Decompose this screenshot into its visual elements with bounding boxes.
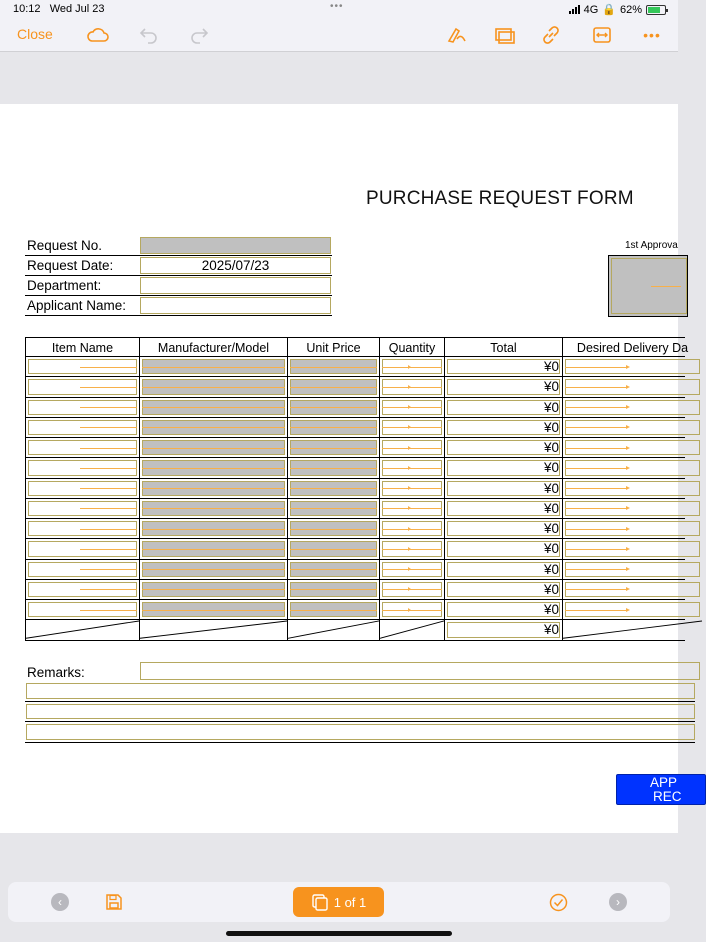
items-table bbox=[25, 337, 689, 641]
row-guide-line bbox=[142, 589, 285, 590]
row-guide-line bbox=[290, 367, 377, 368]
delivery-date-cell bbox=[562, 600, 702, 619]
remarks-field-3[interactable] bbox=[26, 704, 695, 720]
row-guide-line bbox=[80, 610, 137, 611]
total-cell bbox=[444, 357, 562, 376]
item-name-cell bbox=[25, 499, 139, 518]
approval-request-label-1: APP bbox=[650, 775, 678, 790]
header-unit-price: Unit Price bbox=[287, 338, 379, 356]
row-guide-line bbox=[80, 529, 137, 530]
request-date-row bbox=[25, 256, 332, 276]
model-cell bbox=[139, 377, 287, 396]
grand-total-row bbox=[25, 620, 685, 640]
delivery-date-cell bbox=[562, 377, 702, 396]
total-cell bbox=[444, 519, 562, 538]
diagonal-strike bbox=[288, 620, 379, 639]
link-icon[interactable] bbox=[540, 24, 562, 46]
delivery-date-cell bbox=[562, 458, 702, 477]
form-title: PURCHASE REQUEST FORM bbox=[366, 188, 634, 209]
row-guide-line bbox=[80, 508, 137, 509]
row-total-value: ¥0 bbox=[543, 581, 559, 597]
total-cell bbox=[444, 560, 562, 579]
row-guide-line bbox=[290, 387, 377, 388]
item-name-cell bbox=[25, 479, 139, 498]
table-row bbox=[25, 398, 685, 418]
toolbar bbox=[0, 18, 678, 52]
row-guide-line bbox=[80, 387, 137, 388]
total-cell bbox=[444, 580, 562, 599]
row-guide-line bbox=[290, 549, 377, 550]
row-guide-line bbox=[565, 407, 627, 408]
row-guide-line bbox=[142, 508, 285, 509]
item-name-cell bbox=[25, 560, 139, 579]
total-cell bbox=[444, 479, 562, 498]
row-guide-line bbox=[290, 569, 377, 570]
item-name-cell bbox=[25, 418, 139, 437]
row-guide-line bbox=[142, 427, 285, 428]
quantity-cell bbox=[379, 479, 444, 498]
quantity-cell bbox=[379, 377, 444, 396]
grand-total-value: ¥0 bbox=[543, 622, 559, 638]
row-guide-line bbox=[382, 367, 442, 368]
header-item-name: Item Name bbox=[25, 338, 139, 356]
table-row bbox=[25, 600, 685, 620]
item-name-cell bbox=[25, 600, 139, 619]
diagonal-strike bbox=[563, 620, 702, 639]
row-total-value: ¥0 bbox=[543, 561, 559, 577]
total-cell bbox=[444, 499, 562, 518]
row-total-value: ¥0 bbox=[543, 602, 559, 617]
row-guide-line bbox=[382, 468, 442, 469]
grand-total-cell bbox=[444, 620, 562, 639]
save-icon[interactable] bbox=[105, 893, 123, 916]
markup-pen-icon[interactable] bbox=[446, 24, 468, 46]
diagonal-strike bbox=[140, 620, 287, 639]
remarks-line-2 bbox=[25, 681, 695, 702]
unit-price-cell bbox=[287, 499, 379, 518]
fit-width-icon[interactable] bbox=[591, 24, 613, 46]
home-indicator bbox=[226, 931, 452, 936]
item-name-cell bbox=[25, 539, 139, 558]
remarks-label: Remarks: bbox=[27, 665, 85, 680]
model-cell bbox=[139, 479, 287, 498]
row-guide-line bbox=[382, 610, 442, 611]
row-guide-line bbox=[142, 488, 285, 489]
row-total-value: ¥0 bbox=[543, 440, 559, 455]
row-guide-line bbox=[142, 387, 285, 388]
row-total-value: ¥0 bbox=[543, 500, 559, 516]
quantity-cell bbox=[379, 357, 444, 376]
table-row bbox=[25, 479, 685, 499]
delivery-date-cell bbox=[562, 357, 702, 376]
total-cell bbox=[444, 398, 562, 417]
table-row bbox=[25, 377, 685, 397]
delivery-date-cell bbox=[562, 539, 702, 558]
item-name-cell bbox=[25, 458, 139, 477]
department-field[interactable] bbox=[140, 277, 331, 294]
item-name-cell bbox=[25, 377, 139, 396]
row-guide-line bbox=[565, 448, 627, 449]
unit-price-cell bbox=[287, 438, 379, 457]
multitask-dots[interactable]: ••• bbox=[330, 1, 344, 12]
row-guide-line bbox=[80, 488, 137, 489]
table-row bbox=[25, 519, 685, 539]
row-guide-line bbox=[565, 468, 627, 469]
row-guide-line bbox=[142, 468, 285, 469]
row-guide-line bbox=[142, 529, 285, 530]
quantity-cell bbox=[379, 519, 444, 538]
request-date-field[interactable]: 2025/07/23 bbox=[140, 257, 331, 274]
row-guide-line bbox=[290, 448, 377, 449]
total-cell bbox=[444, 438, 562, 457]
header-total: Total bbox=[444, 338, 562, 356]
row-guide-line bbox=[382, 427, 442, 428]
unit-price-cell bbox=[287, 357, 379, 376]
row-guide-line bbox=[382, 569, 442, 570]
row-guide-line bbox=[290, 508, 377, 509]
row-guide-line bbox=[142, 610, 285, 611]
pages-icon bbox=[311, 893, 329, 911]
unit-price-cell bbox=[287, 580, 379, 599]
approval-stamp-field[interactable] bbox=[608, 255, 688, 317]
status-right bbox=[569, 3, 666, 16]
undo-icon[interactable] bbox=[138, 24, 160, 46]
row-guide-line bbox=[565, 569, 627, 570]
item-name-cell bbox=[25, 580, 139, 599]
row-guide-line bbox=[565, 367, 627, 368]
model-cell bbox=[139, 600, 287, 619]
blank-cell bbox=[562, 620, 702, 639]
diagonal-strike bbox=[26, 620, 139, 639]
approval-request-button[interactable] bbox=[616, 774, 706, 805]
unit-price-cell bbox=[287, 479, 379, 498]
row-guide-line bbox=[142, 367, 285, 368]
remarks-line-3 bbox=[25, 702, 695, 723]
applicant-name-row bbox=[25, 296, 332, 316]
department-row bbox=[25, 276, 332, 296]
row-guide-line bbox=[290, 610, 377, 611]
row-guide-line bbox=[80, 589, 137, 590]
row-guide-line bbox=[382, 508, 442, 509]
row-guide-line bbox=[382, 589, 442, 590]
remarks-field-4[interactable] bbox=[26, 724, 695, 740]
unit-price-cell bbox=[287, 519, 379, 538]
unit-price-cell bbox=[287, 377, 379, 396]
table-row bbox=[25, 580, 685, 600]
item-name-cell bbox=[25, 357, 139, 376]
network-label: 4G bbox=[583, 3, 599, 16]
item-name-cell bbox=[25, 398, 139, 417]
row-total-value: ¥0 bbox=[543, 460, 559, 476]
request-no-row bbox=[25, 236, 332, 256]
battery-percent: 62% bbox=[619, 3, 642, 16]
unit-price-cell bbox=[287, 458, 379, 477]
quantity-cell bbox=[379, 458, 444, 477]
department-label: Department: bbox=[27, 278, 102, 293]
total-cell bbox=[444, 539, 562, 558]
status-bar bbox=[0, 0, 678, 18]
row-guide-line bbox=[80, 407, 137, 408]
redo-icon[interactable] bbox=[188, 24, 210, 46]
remarks-line-4 bbox=[25, 722, 695, 743]
row-total-value: ¥0 bbox=[543, 399, 559, 415]
request-no-field[interactable] bbox=[140, 237, 331, 254]
total-cell bbox=[444, 458, 562, 477]
table-row bbox=[25, 539, 685, 559]
model-cell bbox=[139, 398, 287, 417]
unit-price-cell bbox=[287, 418, 379, 437]
header-quantity: Quantity bbox=[379, 338, 444, 356]
row-guide-line bbox=[290, 468, 377, 469]
row-total-value: ¥0 bbox=[543, 480, 559, 496]
row-guide-line bbox=[80, 367, 137, 368]
bottom-bar bbox=[8, 882, 670, 922]
lock-icon: 🔒 bbox=[602, 4, 616, 16]
row-total-value: ¥0 bbox=[543, 359, 559, 374]
table-header-row bbox=[25, 337, 689, 357]
quantity-cell bbox=[379, 499, 444, 518]
remarks-field-2[interactable] bbox=[26, 683, 695, 699]
row-guide-line bbox=[142, 448, 285, 449]
next-page-icon[interactable]: › bbox=[609, 893, 627, 911]
quantity-cell bbox=[379, 398, 444, 417]
row-guide-line bbox=[80, 468, 137, 469]
row-guide-line bbox=[382, 488, 442, 489]
signal-icon bbox=[569, 5, 580, 14]
row-guide-line bbox=[142, 569, 285, 570]
row-guide-line bbox=[142, 549, 285, 550]
cloud-icon[interactable] bbox=[87, 24, 109, 46]
quantity-cell bbox=[379, 418, 444, 437]
table-row bbox=[25, 499, 685, 519]
delivery-date-cell bbox=[562, 398, 702, 417]
row-total-value: ¥0 bbox=[543, 521, 559, 536]
row-total-value: ¥0 bbox=[543, 419, 559, 435]
row-guide-line bbox=[290, 589, 377, 590]
delivery-date-cell bbox=[562, 580, 702, 599]
item-name-cell bbox=[25, 438, 139, 457]
row-guide-line bbox=[80, 569, 137, 570]
approval-label: 1st Approva bbox=[625, 240, 678, 251]
delivery-date-cell bbox=[562, 418, 702, 437]
row-guide-line bbox=[382, 529, 442, 530]
row-guide-line bbox=[142, 407, 285, 408]
row-guide-line bbox=[565, 508, 627, 509]
quantity-cell bbox=[379, 580, 444, 599]
row-guide-line bbox=[80, 549, 137, 550]
total-cell bbox=[444, 418, 562, 437]
applicant-name-label: Applicant Name: bbox=[27, 298, 127, 313]
page-margin bbox=[0, 52, 678, 104]
total-cell bbox=[444, 600, 562, 619]
row-guide-line bbox=[382, 549, 442, 550]
model-cell bbox=[139, 560, 287, 579]
row-guide-line bbox=[565, 610, 627, 611]
quantity-cell bbox=[379, 539, 444, 558]
delivery-date-cell bbox=[562, 479, 702, 498]
close-button[interactable]: Close bbox=[17, 26, 53, 42]
table-row bbox=[25, 438, 685, 458]
table-row bbox=[25, 560, 685, 580]
delivery-date-cell bbox=[562, 519, 702, 538]
more-icon[interactable]: ••• bbox=[643, 27, 661, 43]
model-cell bbox=[139, 539, 287, 558]
request-no-label: Request No. bbox=[27, 238, 103, 253]
battery-icon bbox=[646, 5, 666, 15]
quantity-cell bbox=[379, 600, 444, 619]
status-time: 10:12 Wed Jul 23 bbox=[13, 3, 105, 15]
row-total-value: ¥0 bbox=[543, 379, 559, 395]
extract-icon[interactable] bbox=[494, 24, 516, 46]
row-guide-line bbox=[565, 589, 627, 590]
unit-price-cell bbox=[287, 560, 379, 579]
row-guide-line bbox=[290, 529, 377, 530]
row-total-value: ¥0 bbox=[543, 541, 559, 557]
request-date-label: Request Date: bbox=[27, 258, 114, 273]
row-guide-line bbox=[382, 448, 442, 449]
page-indicator-label: 1 of 1 bbox=[333, 894, 367, 910]
model-cell bbox=[139, 418, 287, 437]
row-guide-line bbox=[80, 448, 137, 449]
diagonal-strike bbox=[380, 620, 444, 639]
header-manufacturer-model: Manufacturer/Model bbox=[139, 338, 287, 356]
table-row bbox=[25, 418, 685, 438]
total-cell bbox=[444, 377, 562, 396]
row-guide-line bbox=[290, 427, 377, 428]
row-guide-line bbox=[382, 387, 442, 388]
unit-price-cell bbox=[287, 539, 379, 558]
delivery-date-cell bbox=[562, 438, 702, 457]
model-cell bbox=[139, 438, 287, 457]
pdf-page bbox=[0, 104, 689, 833]
checkmark-icon[interactable] bbox=[549, 893, 568, 917]
remarks-field-1[interactable] bbox=[140, 662, 700, 680]
blank-cell bbox=[25, 620, 139, 639]
page-indicator-button[interactable] bbox=[293, 887, 384, 917]
delivery-date-cell bbox=[562, 560, 702, 579]
row-guide-line bbox=[565, 529, 627, 530]
blank-cell bbox=[379, 620, 444, 639]
model-cell bbox=[139, 357, 287, 376]
unit-price-cell bbox=[287, 600, 379, 619]
item-name-cell bbox=[25, 519, 139, 538]
row-guide-line bbox=[565, 488, 627, 489]
table-row bbox=[25, 458, 685, 478]
row-guide-line bbox=[565, 387, 627, 388]
row-guide-line bbox=[565, 427, 627, 428]
approval-request-label-2: REC bbox=[653, 789, 682, 804]
model-cell bbox=[139, 499, 287, 518]
quantity-cell bbox=[379, 560, 444, 579]
row-guide-line bbox=[565, 549, 627, 550]
blank-cell bbox=[139, 620, 287, 639]
header-desired-delivery-date: Desired Delivery Da bbox=[562, 338, 702, 356]
quantity-cell bbox=[379, 438, 444, 457]
table-row bbox=[25, 357, 685, 377]
blank-cell bbox=[287, 620, 379, 639]
model-cell bbox=[139, 458, 287, 477]
delivery-date-cell bbox=[562, 499, 702, 518]
row-guide-line bbox=[382, 407, 442, 408]
model-cell bbox=[139, 519, 287, 538]
row-guide-line bbox=[290, 488, 377, 489]
row-guide-line bbox=[80, 427, 137, 428]
applicant-name-field[interactable] bbox=[140, 297, 331, 314]
previous-page-icon[interactable]: ‹ bbox=[51, 893, 69, 911]
row-guide-line bbox=[290, 407, 377, 408]
unit-price-cell bbox=[287, 398, 379, 417]
model-cell bbox=[139, 580, 287, 599]
